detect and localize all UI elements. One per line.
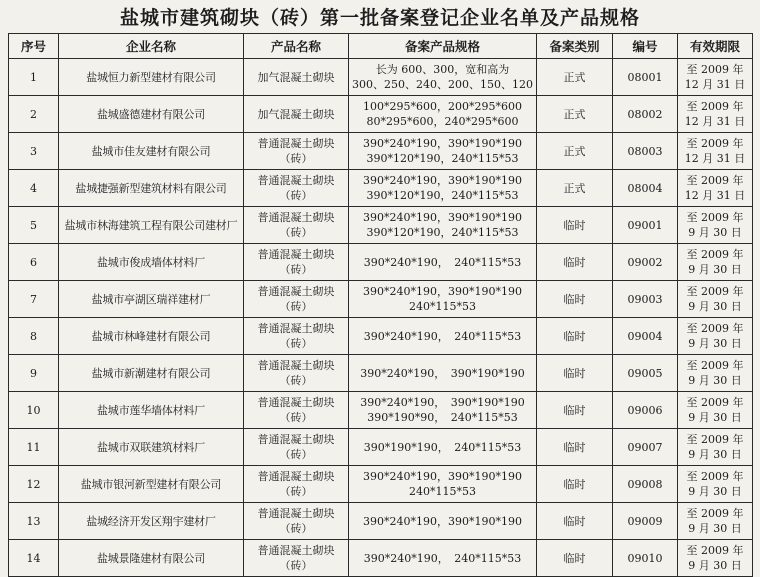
cell-product-line: （砖） <box>279 559 313 572</box>
cell-validity-line: 至 2009 年 <box>686 137 744 150</box>
table-row <box>9 59 753 96</box>
cell-product <box>244 429 349 466</box>
cell-product-line: （砖） <box>279 300 313 313</box>
cell-no: 8 <box>9 318 59 355</box>
cell-product-line: 普通混凝土砌块 <box>257 470 335 483</box>
table-row <box>9 244 753 281</box>
enterprise-table <box>8 33 753 577</box>
cell-code: 09006 <box>613 392 678 429</box>
cell-validity-line: 9 月 30 日 <box>688 559 742 572</box>
cell-product <box>244 503 349 540</box>
cell-product-line: 普通混凝土砌块 <box>257 544 335 557</box>
table-row <box>9 133 753 170</box>
cell-no: 4 <box>9 170 59 207</box>
cell-product-line: （砖） <box>279 522 313 535</box>
cell-spec <box>349 540 537 577</box>
cell-product <box>244 244 349 281</box>
cell-category: 临时 <box>537 244 613 281</box>
cell-code: 08004 <box>613 170 678 207</box>
cell-category: 正式 <box>537 133 613 170</box>
cell-product-line: 普通混凝土砌块 <box>257 248 335 261</box>
cell-product <box>244 281 349 318</box>
cell-validity <box>678 59 753 96</box>
cell-spec <box>349 281 537 318</box>
cell-validity-line: 12 月 31 日 <box>684 78 746 91</box>
cell-category: 临时 <box>537 503 613 540</box>
cell-no: 5 <box>9 207 59 244</box>
cell-company: 盐城市莲华墙体材料厂 <box>59 392 244 429</box>
cell-spec-line: 390*240*190， 390*190*190 <box>360 366 525 380</box>
cell-company: 盐城市银河新型建材有限公司 <box>59 466 244 503</box>
cell-code: 09007 <box>613 429 678 466</box>
cell-code: 09010 <box>613 540 678 577</box>
cell-category: 临时 <box>537 281 613 318</box>
cell-product <box>244 355 349 392</box>
cell-company: 盐城经济开发区翔宇建材厂 <box>59 503 244 540</box>
cell-validity-line: 至 2009 年 <box>686 322 744 335</box>
cell-spec-line: 100*295*600，200*295*600 <box>363 100 522 113</box>
cell-product-line: 普通混凝土砌块 <box>257 137 335 150</box>
table-row <box>9 540 753 577</box>
cell-spec-line: 长为 600、300，宽和高为 <box>375 63 510 76</box>
cell-spec <box>349 466 537 503</box>
cell-category: 临时 <box>537 355 613 392</box>
cell-category: 临时 <box>537 207 613 244</box>
cell-product-line: 加气混凝土砌块 <box>257 70 335 84</box>
cell-validity-line: 9 月 30 日 <box>688 448 742 461</box>
cell-product-line: 普通混凝土砌块 <box>257 396 335 409</box>
cell-product <box>244 59 349 96</box>
cell-product <box>244 96 349 133</box>
cell-spec <box>349 59 537 96</box>
table-row <box>9 466 753 503</box>
cell-validity-line: 9 月 30 日 <box>688 522 742 535</box>
cell-spec-line: 240*115*53 <box>409 300 476 313</box>
cell-no: 2 <box>9 96 59 133</box>
cell-spec-line: 390*240*190，390*190*190 <box>363 211 522 224</box>
cell-company: 盐城市林海建筑工程有限公司建材厂 <box>59 207 244 244</box>
cell-validity-line: 至 2009 年 <box>686 285 744 298</box>
header-cell-spec: 备案产品规格 <box>349 34 537 59</box>
cell-product <box>244 392 349 429</box>
cell-spec-line: 390*120*190，240*115*53 <box>366 226 519 239</box>
cell-product-line: （砖） <box>279 448 313 461</box>
cell-spec <box>349 318 537 355</box>
cell-product-line: （砖） <box>279 226 313 239</box>
cell-validity <box>678 429 753 466</box>
header-cell-company: 企业名称 <box>59 34 244 59</box>
cell-product <box>244 540 349 577</box>
cell-product <box>244 207 349 244</box>
header-cell-product: 产品名称 <box>244 34 349 59</box>
cell-spec-line: 390*190*190， 240*115*53 <box>363 440 522 454</box>
cell-validity <box>678 244 753 281</box>
table-row <box>9 503 753 540</box>
cell-validity-line: 至 2009 年 <box>686 248 744 261</box>
cell-code: 09005 <box>613 355 678 392</box>
cell-spec <box>349 96 537 133</box>
cell-code: 08003 <box>613 133 678 170</box>
cell-validity-line: 9 月 30 日 <box>688 411 742 424</box>
cell-no: 1 <box>9 59 59 96</box>
cell-spec <box>349 503 537 540</box>
cell-validity-line: 至 2009 年 <box>686 507 744 520</box>
cell-product-line: 普通混凝土砌块 <box>257 285 335 298</box>
cell-code: 09009 <box>613 503 678 540</box>
cell-no: 6 <box>9 244 59 281</box>
cell-company: 盐城市亭湖区瑞祥建材厂 <box>59 281 244 318</box>
cell-validity-line: 至 2009 年 <box>686 433 744 446</box>
header-cell-category: 备案类别 <box>537 34 613 59</box>
cell-validity <box>678 170 753 207</box>
cell-product-line: 加气混凝土砌块 <box>257 107 335 121</box>
cell-category: 正式 <box>537 170 613 207</box>
cell-validity-line: 9 月 30 日 <box>688 263 742 276</box>
cell-product-line: 普通混凝土砌块 <box>257 507 335 520</box>
cell-validity <box>678 355 753 392</box>
cell-validity-line: 至 2009 年 <box>686 544 744 557</box>
cell-validity <box>678 133 753 170</box>
cell-company: 盐城市新潮建材有限公司 <box>59 355 244 392</box>
cell-spec <box>349 244 537 281</box>
cell-validity <box>678 392 753 429</box>
cell-spec-line: 80*295*600，240*295*600 <box>366 115 519 128</box>
cell-validity-line: 至 2009 年 <box>686 470 744 483</box>
cell-spec-line: 390*120*190，240*115*53 <box>366 189 519 202</box>
cell-validity-line: 9 月 30 日 <box>688 485 742 498</box>
cell-company: 盐城市双联建筑材料厂 <box>59 429 244 466</box>
header-cell-validity: 有效期限 <box>678 34 753 59</box>
cell-code: 08002 <box>613 96 678 133</box>
cell-company: 盐城恒力新型建材有限公司 <box>59 59 244 96</box>
cell-spec-line: 300、250、240、200、150、120 <box>352 78 533 91</box>
table-row <box>9 429 753 466</box>
cell-no: 11 <box>9 429 59 466</box>
cell-validity <box>678 540 753 577</box>
cell-code: 09001 <box>613 207 678 244</box>
cell-spec-line: 390*240*190， 240*115*53 <box>363 255 522 269</box>
cell-validity-line: 至 2009 年 <box>686 63 744 76</box>
cell-spec-line: 390*120*190，240*115*53 <box>366 152 519 165</box>
cell-product-line: （砖） <box>279 337 313 350</box>
cell-spec-line: 390*240*190，390*190*190 <box>363 174 522 187</box>
cell-spec <box>349 392 537 429</box>
cell-spec-line: 390*240*190，390*190*190 <box>363 514 522 528</box>
cell-company: 盐城市俊成墙体材料厂 <box>59 244 244 281</box>
cell-spec <box>349 207 537 244</box>
cell-product-line: 普通混凝土砌块 <box>257 174 335 187</box>
cell-validity-line: 12 月 31 日 <box>684 152 746 165</box>
cell-spec <box>349 355 537 392</box>
cell-product <box>244 133 349 170</box>
cell-spec-line: 390*240*190，390*190*190 <box>363 137 522 150</box>
cell-company: 盐城市林峰建材有限公司 <box>59 318 244 355</box>
cell-no: 10 <box>9 392 59 429</box>
header-cell-code: 编号 <box>613 34 678 59</box>
cell-product-line: 普通混凝土砌块 <box>257 211 335 224</box>
cell-code: 09003 <box>613 281 678 318</box>
cell-spec-line: 390*190*90， 240*115*53 <box>367 411 518 424</box>
cell-validity-line: 9 月 30 日 <box>688 226 742 239</box>
cell-validity <box>678 207 753 244</box>
cell-category: 临时 <box>537 429 613 466</box>
cell-spec-line: 390*240*190， 240*115*53 <box>363 329 522 343</box>
cell-company: 盐城捷强新型建筑材料有限公司 <box>59 170 244 207</box>
header-cell-no: 序号 <box>9 34 59 59</box>
cell-validity-line: 9 月 30 日 <box>688 337 742 350</box>
cell-no: 7 <box>9 281 59 318</box>
cell-category: 正式 <box>537 96 613 133</box>
cell-spec-line: 390*240*190， 390*190*190 <box>360 396 525 409</box>
cell-no: 3 <box>9 133 59 170</box>
cell-validity-line: 12 月 31 日 <box>684 189 746 202</box>
cell-category: 临时 <box>537 392 613 429</box>
cell-company: 盐城景隆建材有限公司 <box>59 540 244 577</box>
cell-product-line: 普通混凝土砌块 <box>257 359 335 372</box>
table-row <box>9 96 753 133</box>
cell-validity-line: 至 2009 年 <box>686 359 744 372</box>
cell-validity-line: 至 2009 年 <box>686 174 744 187</box>
cell-product-line: （砖） <box>279 374 313 387</box>
cell-code: 09002 <box>613 244 678 281</box>
cell-company: 盐城盛德建材有限公司 <box>59 96 244 133</box>
cell-spec-line: 390*240*190，390*190*190 <box>363 285 522 298</box>
cell-code: 08001 <box>613 59 678 96</box>
cell-validity-line: 12 月 31 日 <box>684 115 746 128</box>
cell-spec <box>349 170 537 207</box>
cell-no: 13 <box>9 503 59 540</box>
table-row <box>9 207 753 244</box>
cell-product-line: 普通混凝土砌块 <box>257 433 335 446</box>
table-row <box>9 392 753 429</box>
cell-validity-line: 至 2009 年 <box>686 211 744 224</box>
cell-category: 临时 <box>537 318 613 355</box>
cell-validity-line: 9 月 30 日 <box>688 374 742 387</box>
cell-category: 临时 <box>537 540 613 577</box>
cell-product-line: 普通混凝土砌块 <box>257 322 335 335</box>
cell-category: 正式 <box>537 59 613 96</box>
cell-product-line: （砖） <box>279 189 313 202</box>
cell-product <box>244 318 349 355</box>
cell-validity <box>678 281 753 318</box>
cell-validity <box>678 96 753 133</box>
cell-no: 12 <box>9 466 59 503</box>
table-body <box>9 59 753 577</box>
cell-validity <box>678 318 753 355</box>
table-row <box>9 318 753 355</box>
cell-spec-line: 390*240*190， 240*115*53 <box>363 551 522 565</box>
table-row <box>9 170 753 207</box>
cell-product-line: （砖） <box>279 152 313 165</box>
cell-validity-line: 至 2009 年 <box>686 100 744 113</box>
cell-no: 14 <box>9 540 59 577</box>
cell-company: 盐城市佳友建材有限公司 <box>59 133 244 170</box>
cell-validity <box>678 503 753 540</box>
cell-product-line: （砖） <box>279 411 313 424</box>
cell-spec-line: 240*115*53 <box>409 485 476 498</box>
document-title: 盐城市建筑砌块（砖）第一批备案登记企业名单及产品规格 <box>119 7 640 29</box>
cell-spec-line: 390*240*190，390*190*190 <box>363 470 522 483</box>
cell-product-line: （砖） <box>279 263 313 276</box>
cell-code: 09004 <box>613 318 678 355</box>
cell-code: 09008 <box>613 466 678 503</box>
cell-spec <box>349 429 537 466</box>
cell-validity-line: 9 月 30 日 <box>688 300 742 313</box>
cell-product-line: （砖） <box>279 485 313 498</box>
header-row <box>9 34 753 59</box>
cell-no: 9 <box>9 355 59 392</box>
cell-product <box>244 466 349 503</box>
cell-category: 临时 <box>537 466 613 503</box>
cell-validity-line: 至 2009 年 <box>686 396 744 409</box>
table-row <box>9 281 753 318</box>
table-row <box>9 355 753 392</box>
cell-spec <box>349 133 537 170</box>
cell-product <box>244 170 349 207</box>
cell-validity <box>678 466 753 503</box>
